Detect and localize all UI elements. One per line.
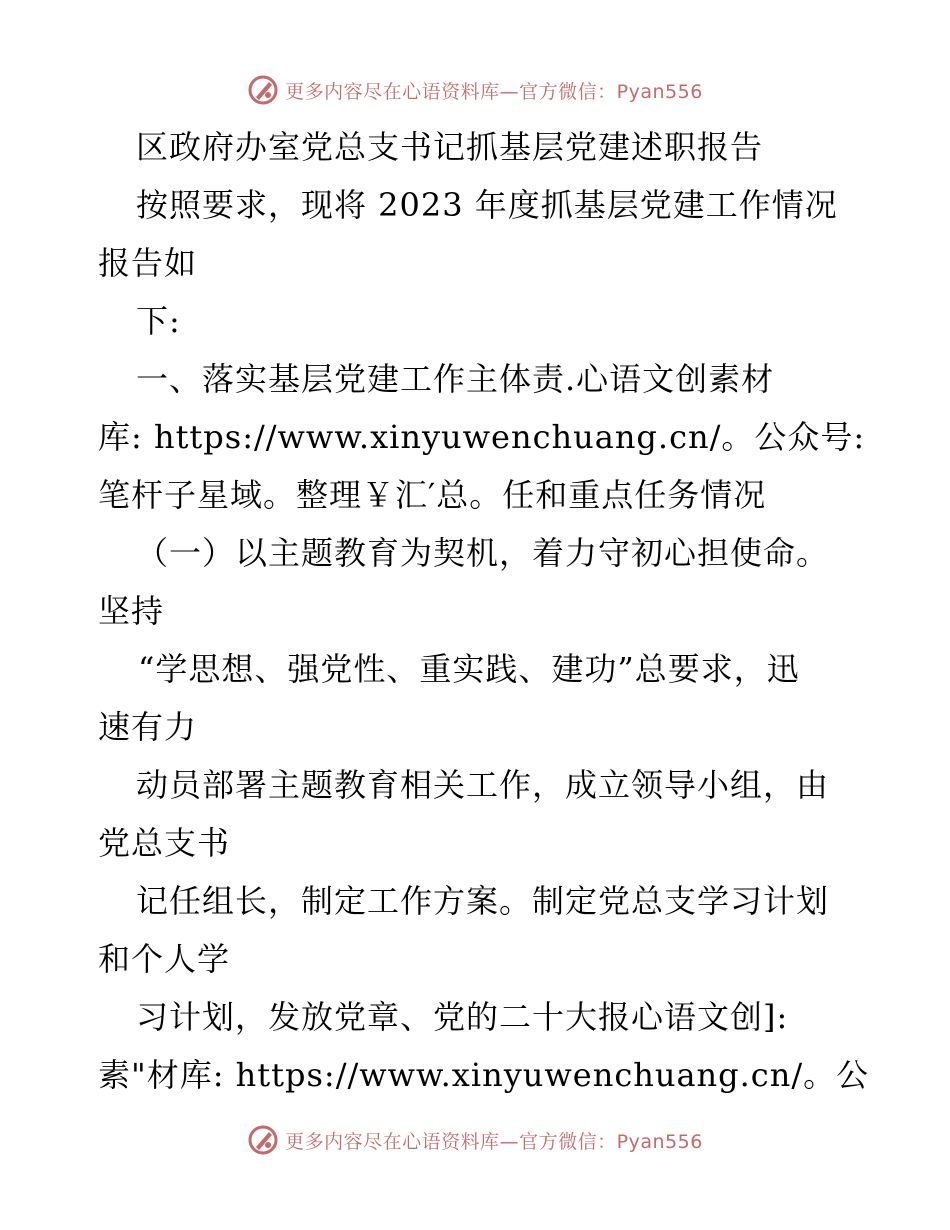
header-banner-separator: —	[499, 80, 520, 103]
document-title: 区政府办室党总支书记抓基层党建述职报告	[136, 128, 764, 166]
footer-banner-contact: 官方微信：Pyan556	[519, 1130, 703, 1153]
paragraph-line: “学思想、强党性、重实践、建功”总要求，迅	[138, 650, 800, 688]
paragraph-line: 库: https://www.xinyuwenchuang.cn/。公众号:	[98, 418, 866, 456]
footer-watermark-banner	[0, 1120, 950, 1160]
paragraph-line: 笔杆子星域。整理￥汇′总。任和重点任务情况	[98, 476, 767, 514]
subsection-heading: （一）以主题教育为契机，着力守初心担使命。	[136, 534, 830, 572]
section-heading: 一、落实基层党建工作主体责.心语文创素材	[136, 360, 775, 398]
paragraph-line: 下:	[136, 302, 181, 340]
footer-banner-text: 更多内容尽在心语资料库	[285, 1130, 500, 1153]
paragraph-line: 动员部署主题教育相关工作，成立领导小组，由	[136, 766, 830, 804]
pen-logo-icon	[247, 74, 279, 106]
header-banner-contact: 官方微信：Pyan556	[519, 80, 703, 103]
pen-logo-icon	[247, 1124, 279, 1156]
footer-banner-separator: —	[499, 1130, 520, 1153]
paragraph-line: 坚持	[98, 592, 165, 630]
header-watermark-banner	[0, 70, 950, 110]
header-banner-text: 更多内容尽在心语资料库	[285, 80, 500, 103]
paragraph-line: 党总支书	[98, 824, 231, 862]
paragraph-line: 报告如	[98, 244, 198, 282]
document-body	[98, 118, 870, 1104]
paragraph-line: 按照要求，现将 2023 年度抓基层党建工作情况	[136, 186, 838, 224]
paragraph-line: 记任组长，制定工作方案。制定党总支学习计划	[136, 882, 830, 920]
paragraph-line: 素"材库: https://www.xinyuwenchuang.cn/。公	[98, 1056, 870, 1094]
paragraph-line: 和个人学	[98, 940, 231, 978]
paragraph-line: 速有力	[98, 708, 198, 746]
paragraph-line: 习计划，发放党章、党的二十大报心语文创]:	[136, 998, 789, 1036]
